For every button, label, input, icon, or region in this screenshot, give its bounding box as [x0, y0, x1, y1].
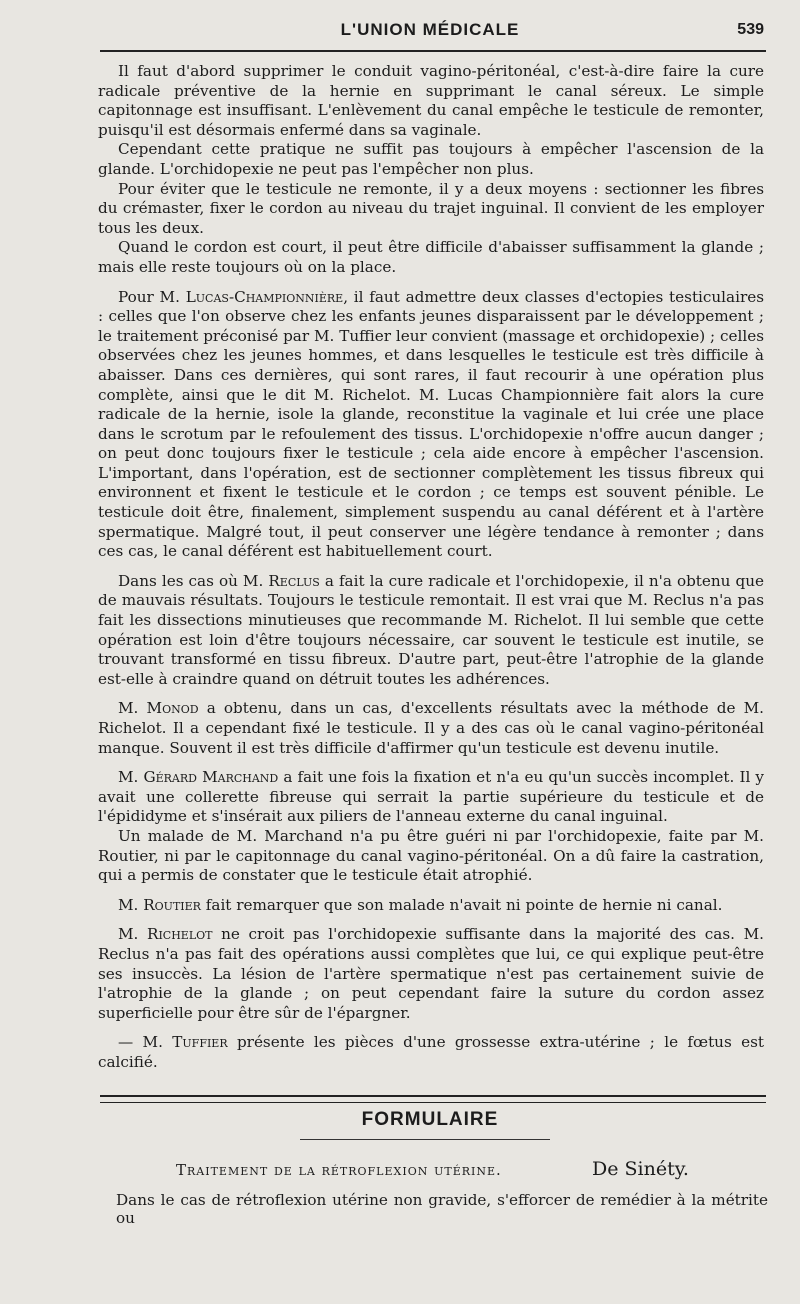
speaker-name: Tuffier: [172, 1033, 228, 1052]
speaker-name: Lucas-Championnière: [185, 287, 344, 306]
paragraph: Dans le cas de rétroflexion utérine non gravide, s'efforcer de remédier à la métrite ou: [116, 1191, 768, 1227]
paragraph: M. Gérard Marchand a fait une fois la fixation et n'a eu qu'un succès incomplet. Il y avait une collerette fibreuse qui serrait la partie supérieure du testicule et de l'épididyme et s'insérait aux piliers de l'anneau externe du canal inguinal.: [98, 768, 764, 826]
article-body: [98, 62, 764, 1073]
speaker-name: Routier: [143, 895, 201, 914]
speaker-name: Richelot: [147, 925, 213, 944]
article-author: De Sinéty.: [592, 1158, 689, 1180]
header-rule: [100, 50, 766, 52]
section-title: FORMULAIRE: [361, 1109, 499, 1130]
paragraph: Un malade de M. Marchand n'a pu être guéri ni par l'orchidopexie, faite par M. Routier, ni par le capitonnage du canal vagino-péritonéal. On a dû faire la castration, qui a permis de constater que le testicule était atrophié.: [98, 826, 764, 885]
paragraph: Pour éviter que le testicule ne remonte, il y a deux moyens : sectionner les fibres du crémaster, fixer le cordon au niveau du trajet inguinal. Il convient de les employer tous les deux.: [98, 179, 764, 237]
paragraph: — M. Tuffier présente les pièces d'une grossesse extra-utérine ; le fœtus est calcifié.: [98, 1033, 764, 1071]
speaker-name: Reclus: [268, 571, 320, 590]
paragraph: Quand le cordon est court, il peut être difficile d'abaisser suffisamment la glande ; mais elle reste toujours où on la place.: [98, 238, 764, 276]
paragraph: Pour M. Lucas-Championnière, il faut admettre deux classes d'ectopies testiculaires : celles que l'on observe chez les enfants jeunes disparaissent par le développement ; le traitement préconisé par M. Tuffier leur convient (massage et orchidopexie) ; celles observées chez les jeunes hommes, et dans lesquelles le testicule est très difficile à abaisser. Dans ces dernières, qui sont rares, il faut recourir à une opération plus complète, ainsi que le dit M. Richelot. M. Lucas Championnière fait alors la cure radicale de la hernie, isole la glande, reconstitue la vaginale et lui crée une place dans le scrotum par le refoulement des tissus. L'orchidopexie n'offre aucun danger ; on peut donc toujours fixer le testicule ; cela aide encore à empêcher l'ascension. L'important, dans l'opération, est de sectionner complètement les tissus fibreux qui environnent et fixent le testicule et le cordon ; ce temps est souvent pénible. Le testicule doit être, finalement, simplement suspendu au canal déférent et à l'artère spermatique. Malgré tout, il peut conserver une légère tendance à remonter ; dans ces cas, le canal déférent est habituellement court.: [98, 287, 764, 561]
paragraph: M. Richelot ne croit pas l'orchidopexie suffisante dans la majorité des cas. M. Reclus n'a pas fait des opérations aussi complètes que lui, ce qui explique peut-être ses insuccès. La lésion de l'artère spermatique n'est pas certainement suivie de l'atrophie de la glande ; on peut cependant faire la suture du cordon assez superficielle pour être sûr de l'épargner.: [98, 925, 764, 1022]
page-header: [96, 14, 764, 48]
paragraph: M. Routier fait remarquer que son malade n'avait ni pointe de hernie ni canal.: [118, 895, 723, 914]
paragraph: Dans les cas où M. Reclus a fait la cure radicale et l'orchidopexie, il n'a obtenu que de mauvais résultats. Toujours le testicule remontait. Il est vrai que M. Reclus n'a pas fait les dissections minutieuses que recommande M. Richelot. Il lui semble que cette opération est loin d'être toujours nécessaire, car souvent le testicule est inutile, se trouvant transformé en tissu fibreux. D'autre part, peut-être l'atrophie de la glande est-elle à craindre quand on détruit toutes les adhérences.: [98, 571, 765, 688]
running-title: L'UNION MÉDICALE: [340, 20, 520, 39]
article-title: Traitement de la rétroflexion utérine.: [176, 1161, 502, 1179]
speaker-name: Monod: [146, 699, 199, 718]
section-divider: [100, 1095, 766, 1103]
page-number: 539: [737, 21, 764, 38]
section-title-rule: [300, 1139, 550, 1140]
paragraph: Cependant cette pratique ne suffit pas toujours à empêcher l'ascension de la glande. L'orchidopexie ne peut pas l'empêcher non plus.: [98, 140, 764, 178]
speaker-name: Gérard Marchand: [143, 768, 279, 787]
paragraph: Il faut d'abord supprimer le conduit vagino-péritonéal, c'est-à-dire faire la cure radicale préventive de la hernie en supprimant le canal séreux. Le simple capitonnage est insuffisant. L'enlèvement du canal empêche le testicule de remonter, puisqu'il est désormais enfermé dans sa vaginale.: [98, 62, 764, 139]
paragraph: M. Monod a obtenu, dans un cas, d'excellents résultats avec la méthode de M. Richelot. Il a cependant fixé le testicule. Il y a des cas où le canal vagino-péritonéal manque. Souvent il est très difficile d'affirmer qu'un testicule est devenu inutile.: [98, 699, 764, 757]
